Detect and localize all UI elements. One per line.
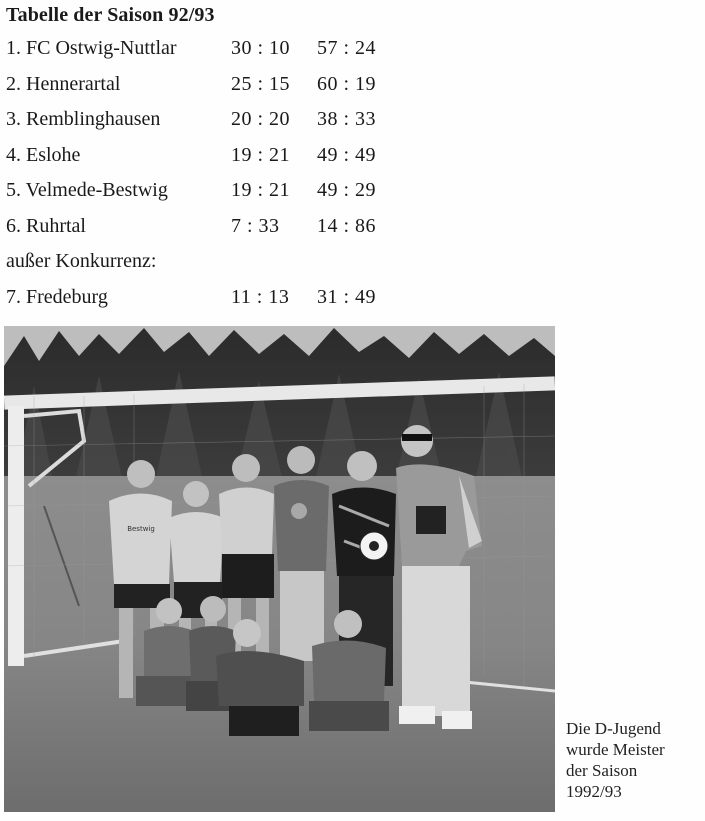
table-row: [6, 176, 426, 212]
team-points: 19 : 21: [231, 179, 291, 201]
team-goals: 38 : 33: [317, 108, 377, 130]
jersey-text: Bestwig: [127, 525, 155, 533]
team-name: 2. Hennerartal: [6, 72, 121, 95]
team-goals: 49 : 49: [317, 143, 377, 166]
team-goals: 49 : 29: [317, 179, 377, 201]
caption-line: wurde Meister: [566, 740, 665, 759]
table-row: [6, 105, 426, 141]
team-name: 5. Velmede-Bestwig: [6, 179, 168, 201]
table-row: [6, 70, 426, 106]
team-name: 6. Ruhrtal: [6, 214, 86, 237]
team-goals: 57 : 24: [317, 37, 377, 59]
team-goals: 60 : 19: [317, 72, 377, 95]
table-heading: Tabelle der Saison 92/93: [6, 4, 215, 26]
photo-caption: [566, 718, 702, 802]
team-name: 3. Remblinghausen: [6, 108, 161, 130]
team-points: 30 : 10: [231, 37, 291, 59]
team-goals: 14 : 86: [317, 214, 377, 237]
team-photo: [4, 326, 555, 812]
team-goals: 31 : 49: [317, 285, 377, 308]
team-points: 25 : 15: [231, 72, 291, 95]
caption-line: 1992/93: [566, 782, 622, 801]
team-points: 20 : 20: [231, 108, 291, 130]
table-row: [6, 283, 426, 319]
table-row: [6, 34, 426, 70]
team-points: 11 : 13: [231, 285, 290, 308]
team-name: 4. Eslohe: [6, 143, 81, 166]
team-points: 7 : 33: [231, 214, 280, 237]
team-name: 1. FC Ostwig-Nuttlar: [6, 37, 177, 59]
caption-line: der Saison: [566, 761, 638, 780]
caption-line: Die D-Jugend: [566, 719, 661, 738]
out-of-competition-label: außer Konkurrenz:: [6, 250, 157, 272]
team-name: 7. Fredeburg: [6, 285, 108, 308]
team-points: 19 : 21: [231, 143, 291, 166]
standings-table: [6, 34, 426, 318]
table-row: [6, 212, 426, 248]
table-row: [6, 141, 426, 177]
